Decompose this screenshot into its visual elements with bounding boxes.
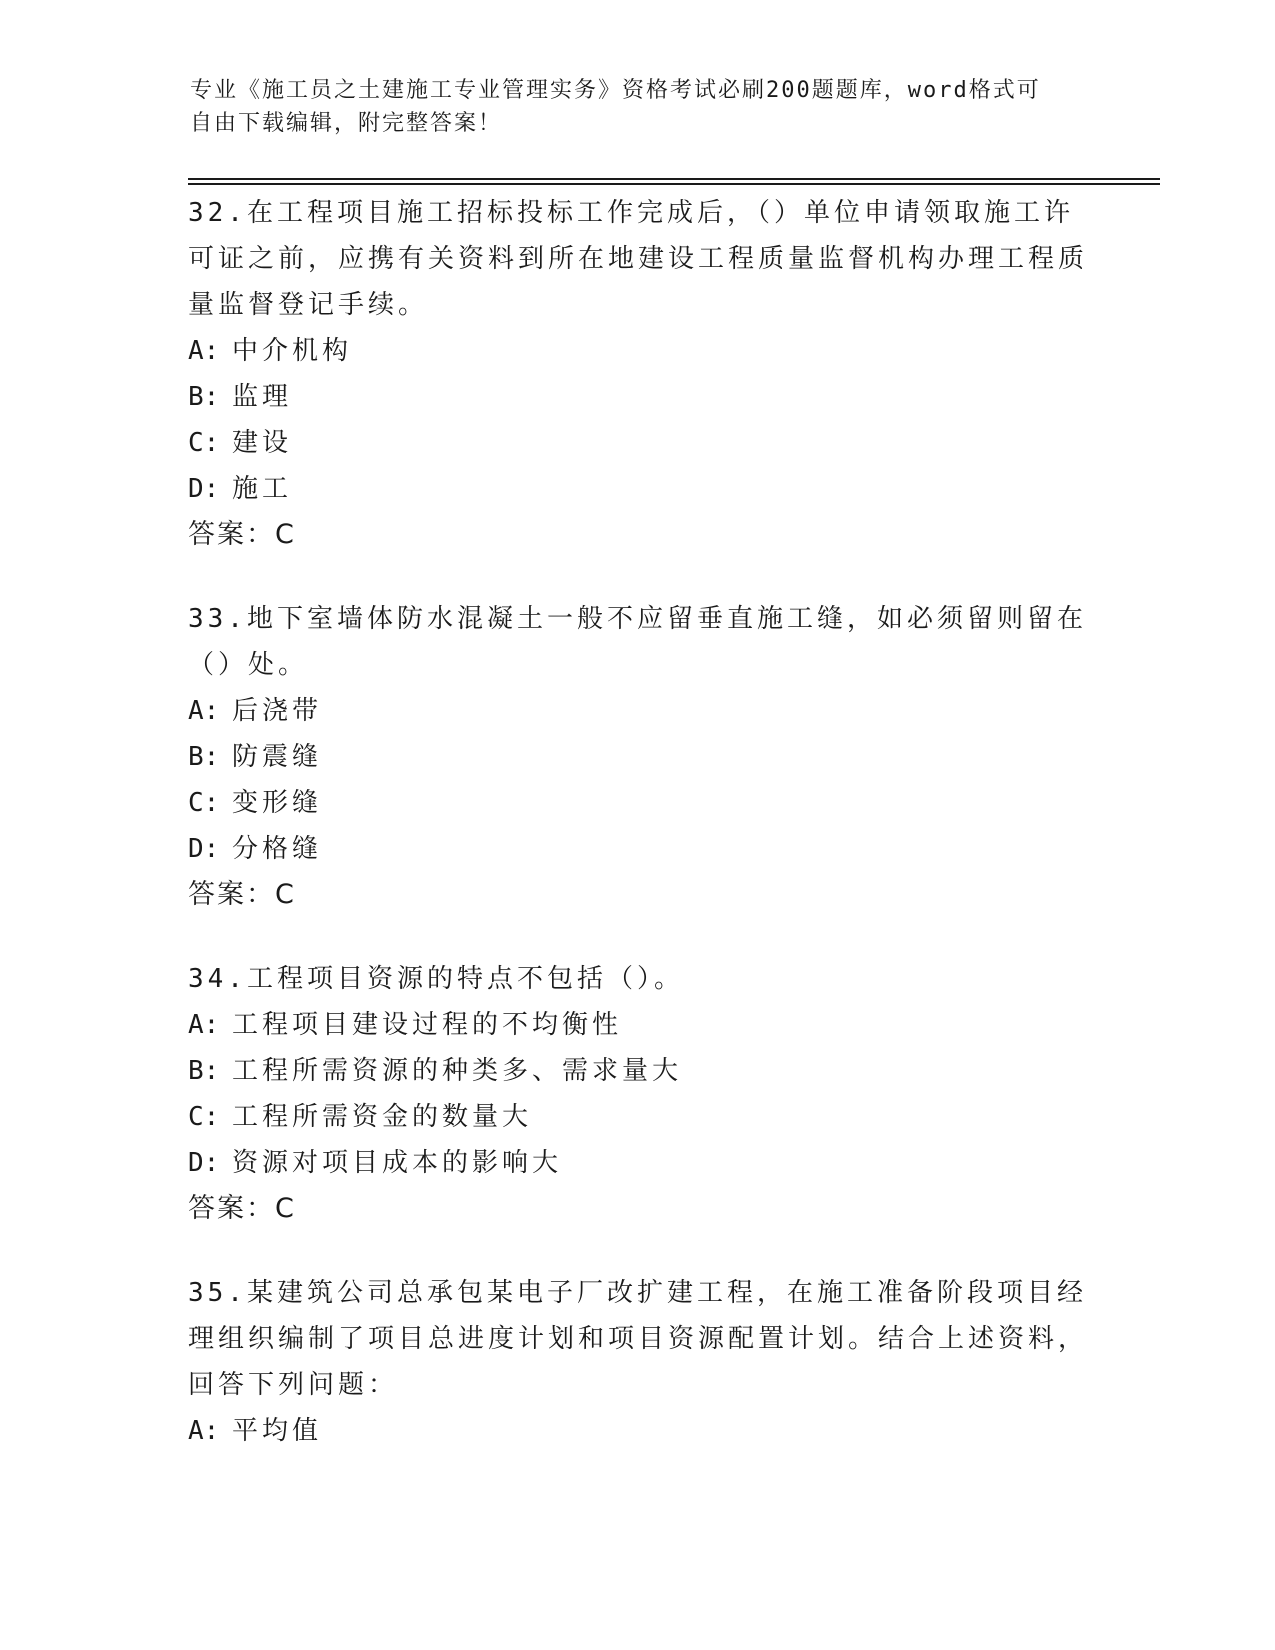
option-text: 工程项目建设过程的不均衡性 (232, 1010, 623, 1040)
header-divider-top (188, 178, 1160, 180)
option-text: 防震缝 (232, 742, 323, 772)
question-list (188, 190, 1088, 1492)
answer-line: 答案：C (188, 519, 296, 550)
option-d (188, 466, 1088, 512)
option-b (188, 1048, 1088, 1094)
option-key: A: (188, 696, 220, 726)
option-key: C: (188, 788, 220, 818)
answer-line: 答案：C (188, 879, 296, 910)
header-line-2: 自由下载编辑，附完整答案！ (190, 111, 503, 136)
header-line-1: 专业《施工员之土建施工专业管理实务》资格考试必刷200题题库，word格式可 (190, 78, 1041, 103)
option-key: D: (188, 1148, 220, 1178)
question-stem: 35.某建筑公司总承包某电子厂改扩建工程，在施工准备阶段项目经理组织编制了项目总进度计划和项目资源配置计划。结合上述资料，回答下列问题： (188, 1278, 1089, 1400)
option-key: D: (188, 474, 220, 504)
option-key: A: (188, 336, 220, 366)
option-d (188, 1140, 1088, 1186)
option-key: C: (188, 1102, 220, 1132)
option-text: 变形缝 (232, 788, 323, 818)
question-item (188, 956, 1088, 1232)
option-key: A: (188, 1416, 220, 1446)
question-stem: 33.地下室墙体防水混凝土一般不应留垂直施工缝，如必须留则留在（）处。 (188, 604, 1087, 680)
option-a (188, 328, 1088, 374)
option-text: 平均值 (232, 1416, 323, 1446)
option-text: 后浇带 (232, 696, 323, 726)
option-text: 工程所需资源的种类多、需求量大 (232, 1056, 683, 1086)
option-a (188, 1408, 1088, 1454)
option-key: D: (188, 834, 220, 864)
option-b (188, 734, 1088, 780)
header-divider-bottom (188, 183, 1160, 185)
option-d (188, 826, 1088, 872)
option-c (188, 1094, 1088, 1140)
option-b (188, 374, 1088, 420)
question-item (188, 1270, 1088, 1454)
option-text: 工程所需资金的数量大 (232, 1102, 533, 1132)
option-text: 中介机构 (232, 336, 353, 366)
option-key: A: (188, 1010, 220, 1040)
document-header (190, 74, 1070, 140)
option-key: C: (188, 428, 220, 458)
option-a (188, 1002, 1088, 1048)
question-item (188, 596, 1088, 918)
option-text: 分格缝 (232, 834, 323, 864)
option-c (188, 420, 1088, 466)
option-key: B: (188, 1056, 220, 1086)
option-key: B: (188, 382, 220, 412)
option-text: 资源对项目成本的影响大 (232, 1148, 563, 1178)
option-key: B: (188, 742, 220, 772)
answer-line: 答案：C (188, 1193, 296, 1224)
question-item (188, 190, 1088, 558)
option-c (188, 780, 1088, 826)
option-text: 建设 (232, 428, 293, 458)
option-a (188, 688, 1088, 734)
option-text: 监理 (232, 382, 293, 412)
option-text: 施工 (232, 474, 293, 504)
question-stem: 34.工程项目资源的特点不包括（）。 (188, 964, 684, 994)
question-stem: 32.在工程项目施工招标投标工作完成后，（）单位申请领取施工许可证之前，应携有关资料到所在地建设工程质量监督机构办理工程质量监督登记手续。 (188, 198, 1089, 320)
